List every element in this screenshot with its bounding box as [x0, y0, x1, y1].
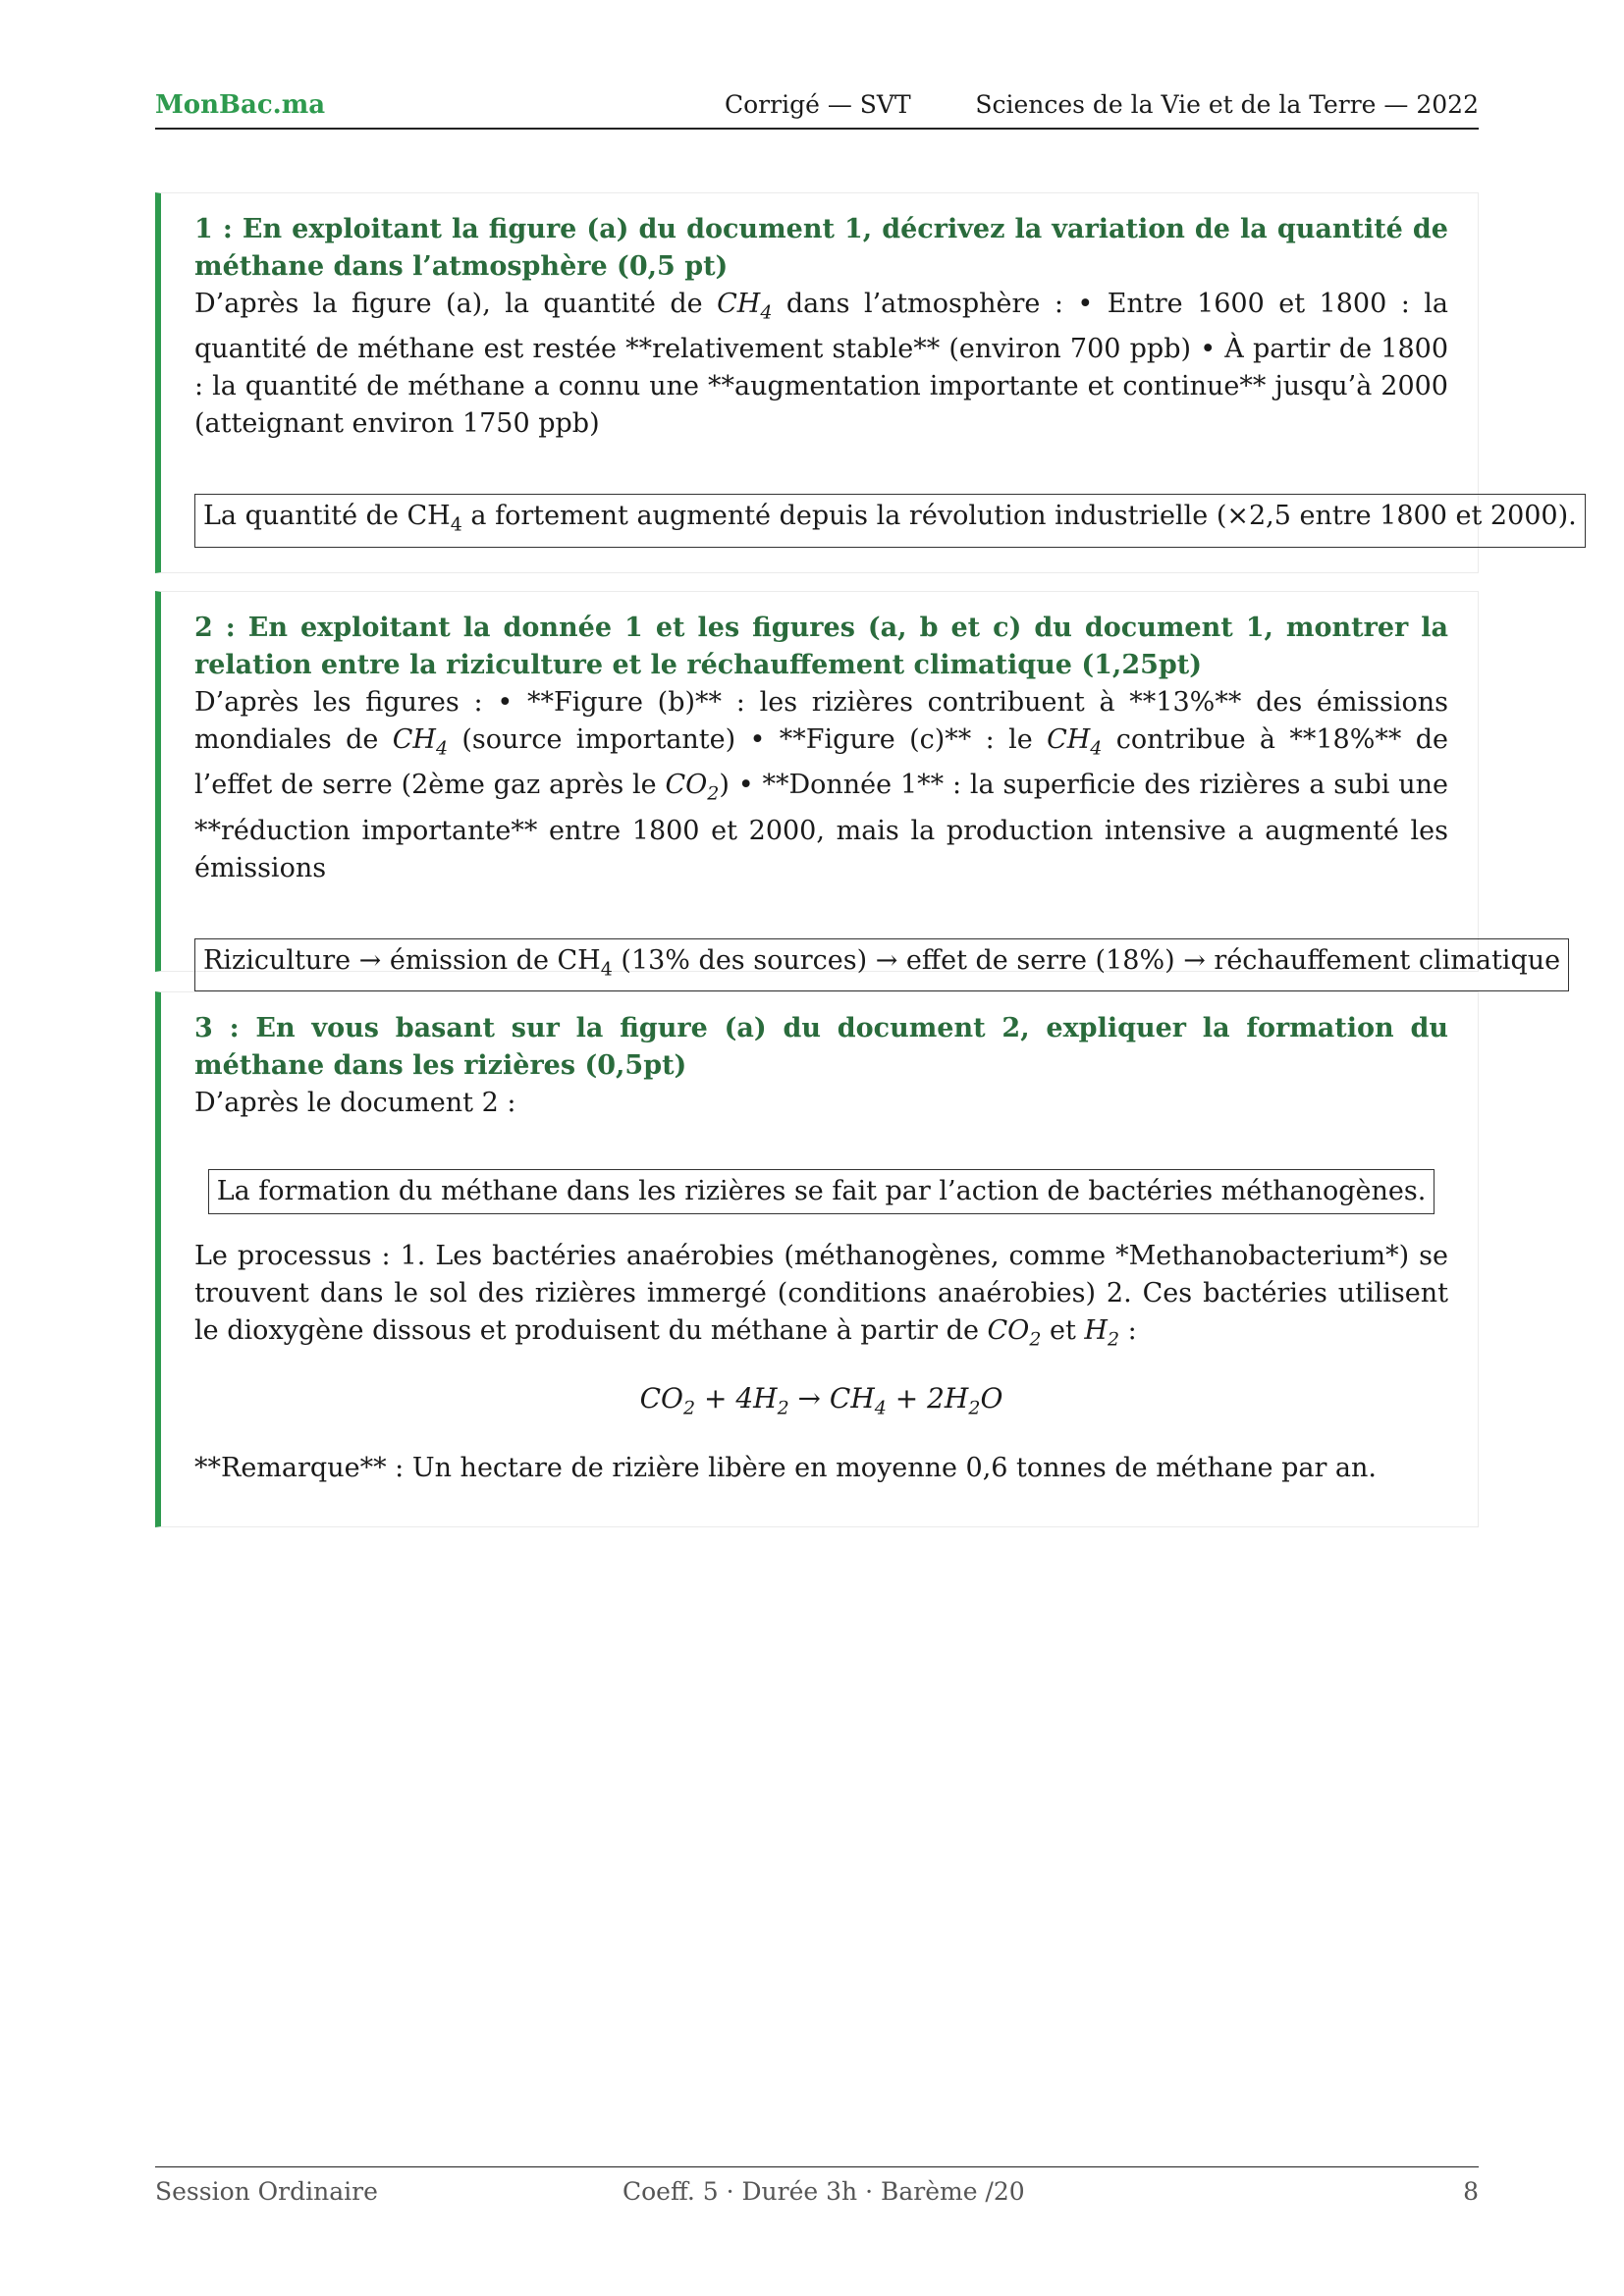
question-3-block [155, 991, 1479, 1527]
brand-logo-text: MonBac.ma [155, 90, 326, 120]
question-2-title: 2 : En exploitant la donnée 1 et les figures (a, b et c) du document 1, montrer la relation entre la riziculture et le réchauffement climatique (1,25pt) [194, 613, 1448, 680]
question-1-title: 1 : En exploitant la figure (a) du document 1, décrivez la variation de la quantité de méthane dans l’atmosphère (0,5 pt) [194, 214, 1448, 282]
question-1-answer: D’après la figure (a), la quantité de $CH_4$ dans l’atmosphère : • Entre 1600 et 1800 : la quantité de méthane est restée **relativement stable** (environ 700 ppb) • À partir de 1800 : la quantité de méthane a connu une **augmentation importante et continue** jusqu’à 2000 (atteignant environ 1750 ppb) [194, 289, 1448, 440]
question-3-process: Le processus : 1. Les bactéries anaérobies (méthanogènes, comme *Methanobacterium*) se trouvent dans le sol des rizières immergé (conditions anaérobies) 2. Ces bactéries utilisent le dioxygène dissous et produisent du méthane à partir de $CO_2$ et $H_2$ : [194, 1241, 1448, 1351]
footer-rule [155, 2166, 1479, 2167]
question-2-conclusion-box: Riziculture → émission de $CH_4$ (13% des sources) → effet de serre (18%) → réchauffement climatique [194, 938, 1569, 991]
page-header [155, 90, 1479, 130]
header-course-year: Sciences de la Vie et de la Terre — 2022 [975, 90, 1479, 119]
question-1-conclusion-box: La quantité de $CH_4$ a fortement augmenté depuis la révolution industrielle (×2,5 entre 1800 et 2000). [194, 494, 1586, 547]
question-3-remark: **Remarque** : Un hectare de rizière libère en moyenne 0,6 tonnes de méthane par an. [194, 1452, 1378, 1483]
methanogenesis-equation: $CO_2 + 4H_2 \to CH_4 + 2H_2O$ [639, 1382, 1003, 1419]
header-subject: Corrigé — SVT [725, 90, 911, 119]
question-2-block [155, 591, 1561, 981]
question-2-answer: D’après les figures : • **Figure (b)** : les rizières contribuent à **13%** des émissions mondiales de $CH_4$ (source importante) • **Figure (c)** : le $CH_4$ contribue à **18%** de l’effet de serre (2ème gaz après le $CO_2$) • **Donnée 1** : la superficie des rizières a subi une **réduction importante** entre 1800 et 2000, mais la production intensive a augmenté les émissions [194, 687, 1448, 883]
question-3-conclusion-box: La formation du méthane dans les rizières se fait par l’action de bactéries méthanogènes. [208, 1169, 1435, 1214]
footer-exam-info: Coeff. 5 · Durée 3h · Barème /20 [623, 2177, 1025, 2206]
question-3-title: 3 : En vous basant sur la figure (a) du document 2, expliquer la formation du méthane dans les rizières (0,5pt) [194, 1013, 1448, 1081]
question-3-intro: D’après le document 2 : [194, 1088, 516, 1118]
question-1-block [155, 192, 1577, 573]
footer-session: Session Ordinaire [155, 2177, 378, 2206]
page-number: 8 [1463, 2177, 1479, 2206]
